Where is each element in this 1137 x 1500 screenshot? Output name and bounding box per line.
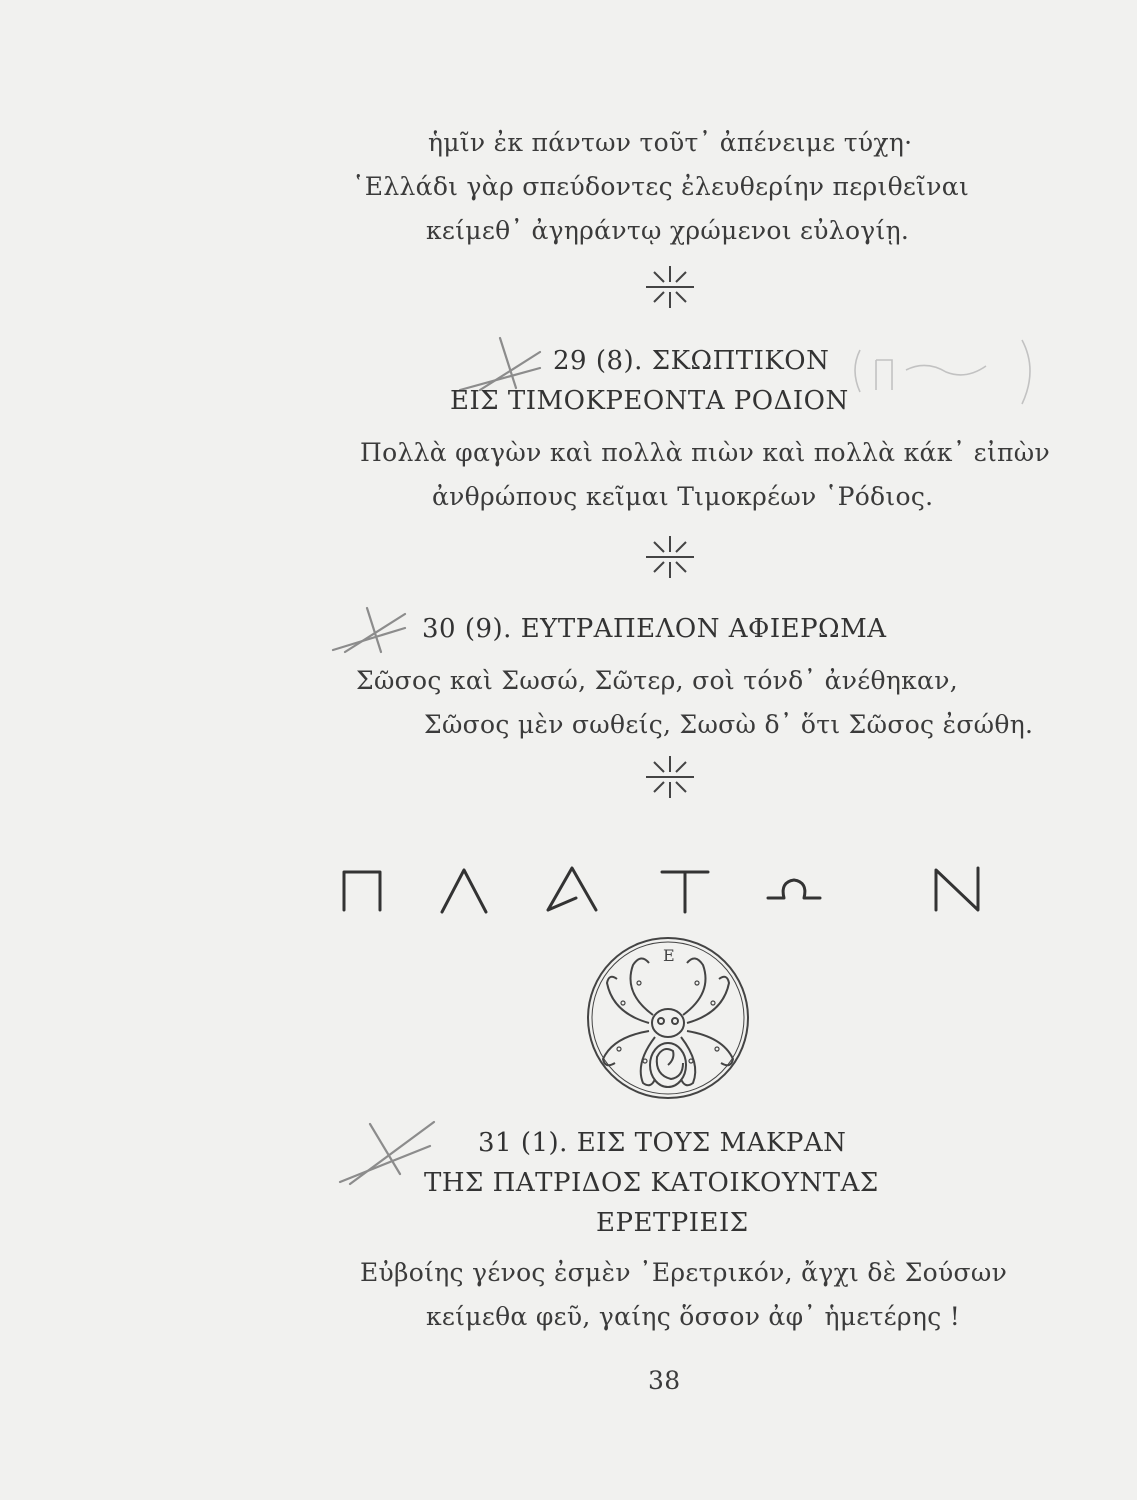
- poem28-line-1: ἡμῖν ἐκ πάντων τοῦτ᾽ ἀπένειμε τύχη·: [428, 128, 913, 157]
- poem29-heading-line-1: 29 (8). ΣΚΩΠΤΙΚΟΝ: [553, 346, 830, 376]
- poem29-line-1: Πολλὰ φαγὼν καὶ πολλὰ πιὼν καὶ πολλὰ κάκ᾽ εἰπὼν: [360, 438, 1050, 467]
- asterisk-ornament-icon: [640, 752, 700, 802]
- poem28-line-3: κείμεθ᾽ ἀγηράντῳ χρώμενοι εὐλογίῃ.: [426, 216, 910, 245]
- poem31-heading-line-1: 31 (1). ΕΙΣ ΤΟΥΣ ΜΑΚΡΑΝ: [478, 1128, 847, 1158]
- poem29-heading-line-2: ΕΙΣ ΤΙΜΟΚΡΕΟΝΤΑ ΡΟΔΙΟΝ: [450, 386, 849, 416]
- poem30-line-2: Σῶσος μὲν σωθείς, Σωσὼ δ᾽ ὅτι Σῶσος ἐσώθη.: [424, 710, 1034, 739]
- asterisk-ornament-icon: [640, 262, 700, 312]
- title-letter-alpha: [542, 858, 602, 918]
- poem31-heading-line-2: ΤΗΣ ΠΑΤΡΙΔΟΣ ΚΑΤΟΙΚΟΥΝΤΑΣ: [424, 1168, 879, 1198]
- poem31-heading-line-3: ΕΡΕΤΡΙΕΙΣ: [596, 1208, 749, 1238]
- poem30-line-1: Σῶσος καὶ Σωσώ, Σῶτερ, σοὶ τόνδ᾽ ἀνέθηκαν,: [356, 666, 958, 695]
- title-letter-omega: [764, 858, 824, 918]
- title-letter-nu: [930, 858, 990, 918]
- poem28-line-2: ῾Ελλάδι γὰρ σπεύδοντες ἐλευθερίην περιθεῖναι: [352, 172, 970, 201]
- poem30-heading: 30 (9). ΕΥΤΡΑΠΕΛΟΝ ΑΦΙΕΡΩΜΑ: [422, 614, 887, 644]
- poem31-line-2: κείμεθα φεῦ, γαίης ὅσσον ἀφ᾽ ἡμετέρης !: [426, 1302, 961, 1331]
- asterisk-ornament-icon: [640, 532, 700, 582]
- poem29-line-2: ἀνθρώπους κεῖμαι Τιμοκρέων ῾Ρόδιος.: [432, 482, 934, 511]
- poem31-line-1: Εὐβοίης γένος ἐσμὲν ᾿Ερετρικόν, ἄγχι δὲ Σούσων: [360, 1258, 1008, 1287]
- title-letter-lambda: [436, 858, 496, 918]
- pencil-check-mark: [325, 600, 415, 660]
- coin-letter: Ε: [663, 946, 675, 965]
- coin-octopus-illustration: [583, 933, 753, 1103]
- title-letter-tau: [658, 858, 718, 918]
- title-letter-pi: [336, 858, 396, 918]
- page-number: 38: [648, 1366, 681, 1395]
- pencil-marginal-note: [846, 330, 1046, 410]
